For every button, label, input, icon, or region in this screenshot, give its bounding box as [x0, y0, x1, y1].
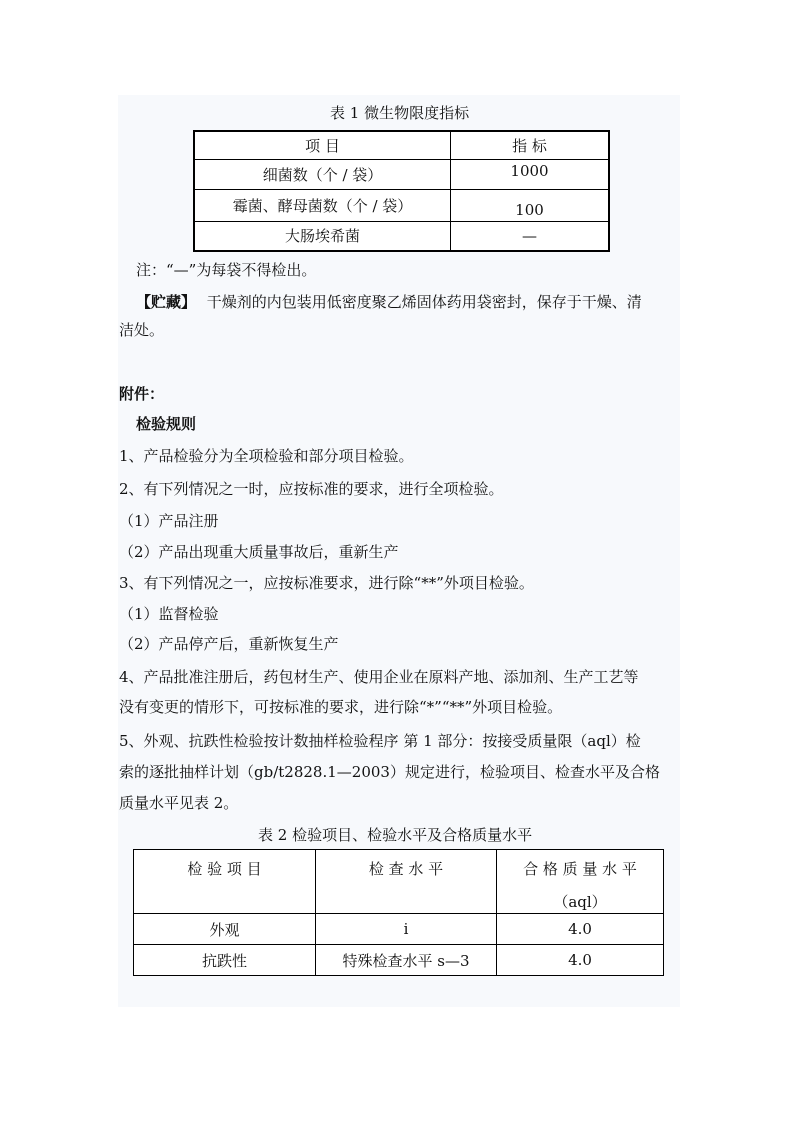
- table2-cell: 4.0: [497, 914, 664, 945]
- storage-label: 【贮藏】: [136, 293, 197, 311]
- list-item-continued: 质量水平见表 2。: [119, 794, 239, 812]
- list-item-continued: 没有变更的情形下，可按标准的要求，进行除“*”“**”外项目检验。: [119, 698, 563, 716]
- table-row: [134, 945, 664, 976]
- list-item: 2、有下列情况之一时，应按标准的要求，进行全项检验。: [119, 480, 504, 498]
- table1-cell: 1000: [451, 159, 610, 189]
- list-item: （2）产品停产后，重新恢复生产: [119, 635, 339, 653]
- table2-caption: 表 2 检验项目、检验水平及合格质量水平: [258, 826, 533, 844]
- table-row: [194, 189, 609, 221]
- table1-cell: —: [451, 221, 610, 251]
- list-item-continued: 索的逐批抽样计划（gb/t2828.1—2003）规定进行，检验项目、检查水平及合格: [119, 763, 660, 781]
- storage-text: 干燥剂的内包装用低密度聚乙烯固体药用袋密封，保存于干燥、清: [206, 293, 642, 311]
- table1-cell: 霉菌、酵母菌数（个 / 袋）: [194, 189, 451, 221]
- aql-header-label: 合 格 质 量 水 平: [523, 860, 637, 878]
- table1-header-index: 指 标: [451, 131, 610, 159]
- table-row: [194, 221, 609, 251]
- list-item: 5、外观、抗跌性检验按计数抽样检验程序 第 1 部分：按接受质量限（aql）检: [119, 732, 641, 750]
- list-item: （1）产品注册: [119, 512, 219, 530]
- inspection-level-table: [133, 849, 664, 976]
- table1-cell: 细菌数（个 / 袋）: [194, 159, 451, 189]
- list-item: 1、产品检验分为全项检验和部分项目检验。: [119, 447, 414, 465]
- appendix-title: 附件：: [119, 385, 165, 403]
- table-row: [194, 159, 609, 189]
- table2-cell: 外观: [134, 914, 316, 945]
- table2-header-aql: [497, 850, 664, 914]
- table1-cell: 100: [451, 189, 610, 221]
- storage-text-continued: 洁处。: [119, 321, 165, 339]
- table2-cell: 抗跌性: [134, 945, 316, 976]
- table1-caption: 表 1 微生物限度指标: [330, 104, 470, 122]
- list-item: （2）产品出现重大质量事故后，重新生产: [119, 543, 399, 561]
- table1-cell: 大肠埃希菌: [194, 221, 451, 251]
- list-item: 3、有下列情况之一，应按标准要求，进行除“**”外项目检验。: [119, 574, 534, 592]
- list-item: （1）监督检验: [119, 605, 219, 623]
- table1-header-item: 项 目: [194, 131, 451, 159]
- table2-header-item: 检 验 项 目: [134, 850, 316, 914]
- table2-cell: 4.0: [497, 945, 664, 976]
- table1-note: 注：“—”为每袋不得检出。: [136, 261, 317, 279]
- table-row: [134, 914, 664, 945]
- aql-header-sub: （aql）: [553, 893, 607, 911]
- table2-cell: i: [316, 914, 497, 945]
- microbial-limit-table: [193, 130, 610, 252]
- table2-header-level: 检 查 水 平: [316, 850, 497, 914]
- table2-cell: 特殊检查水平 s—3: [316, 945, 497, 976]
- inspection-rules-heading: 检验规则: [136, 415, 197, 433]
- list-item: 4、产品批准注册后，药包材生产、使用企业在原料产地、添加剂、生产工艺等: [119, 668, 639, 686]
- storage-paragraph: [136, 292, 642, 312]
